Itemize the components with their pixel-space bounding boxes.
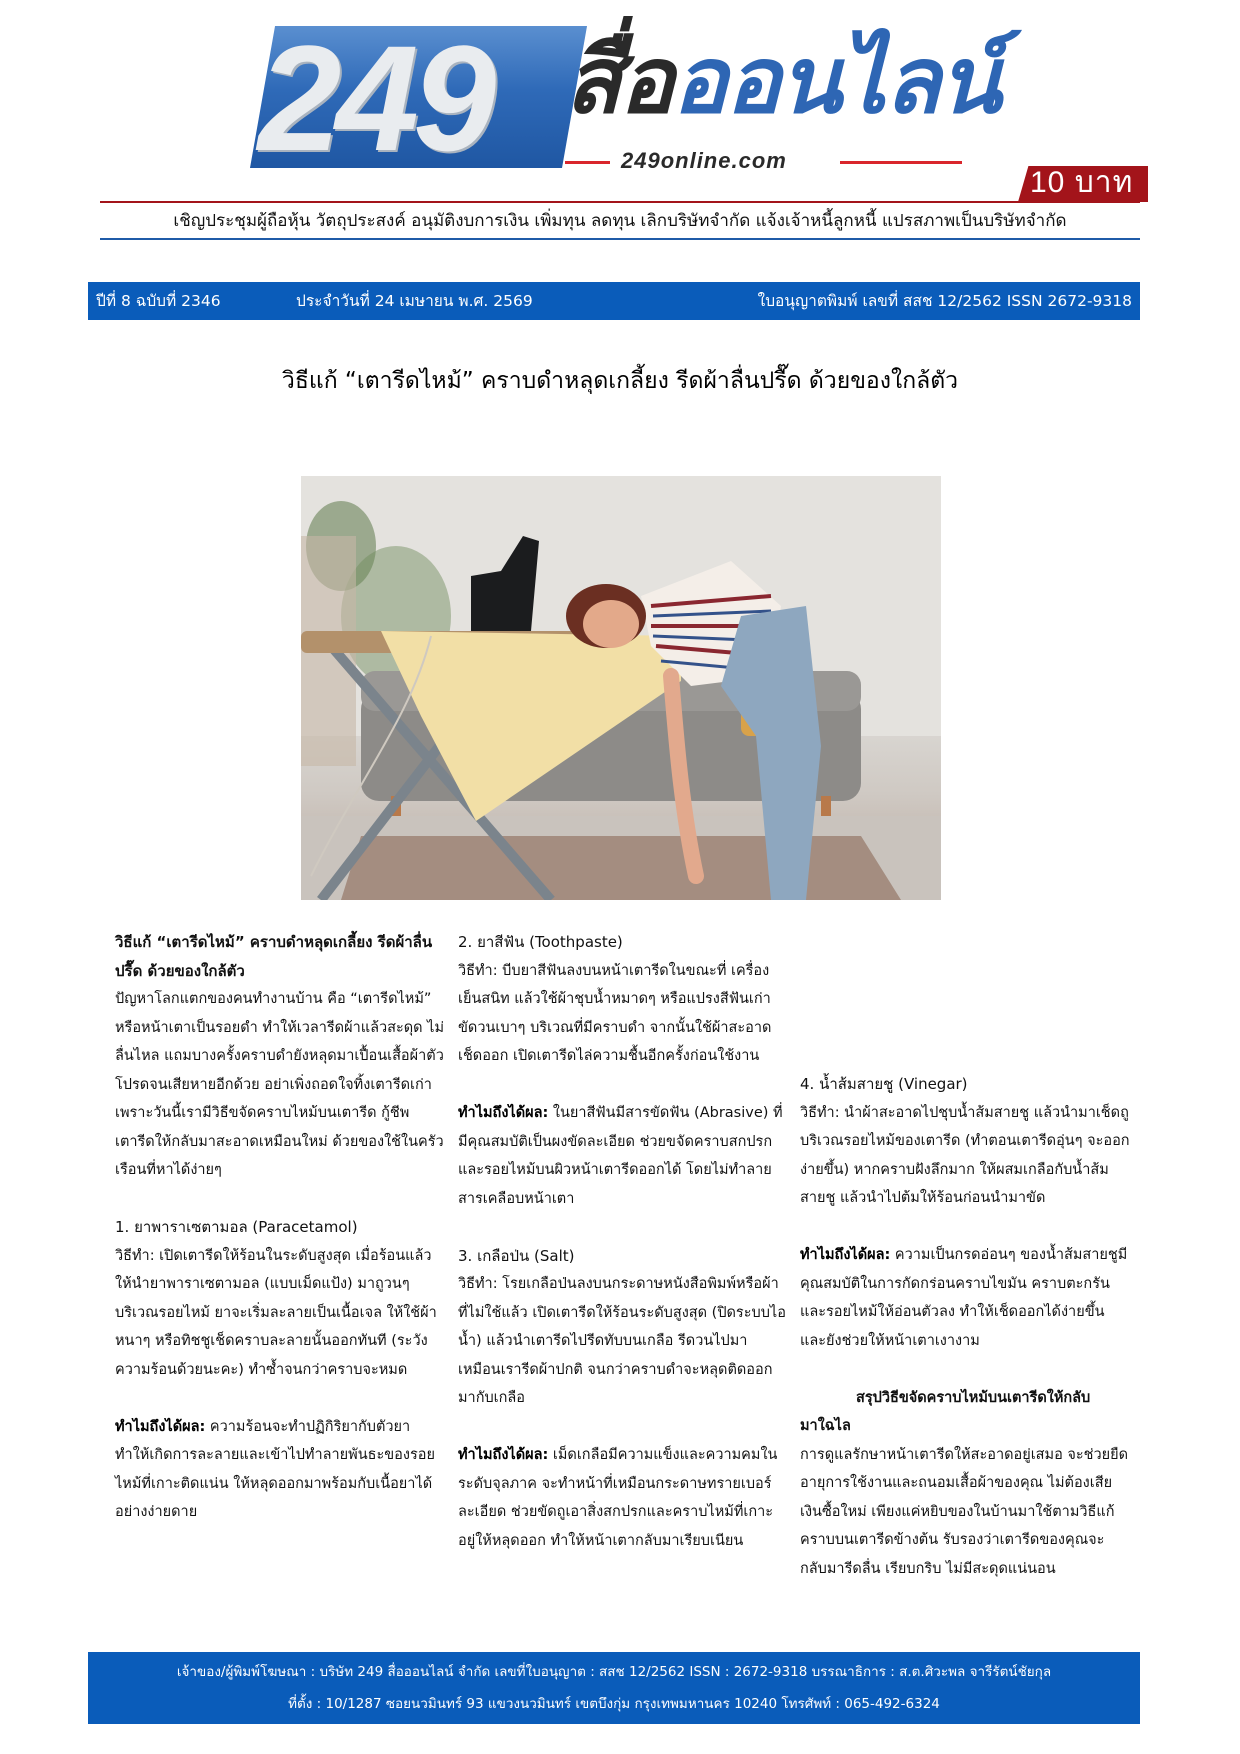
method-heading: 1. ยาพาราเซตามอล (Paracetamol)	[115, 1218, 358, 1236]
article-intro: ปัญหาโลกแตกของคนทำงานบ้าน คือ “เตารีดไหม้” หรือหน้าเตาเป็นรอยดำ ทำให้เวลารีดผ้าแล้วสะดุด ไม่ลื่นไหล แถมบางครั้งคราบดำยังหลุดมาเปื้อนเสื้อผ้าตัวโปรดจนเสียหายอีกด้วย อย่าเพิ่งถอดใจทิ้งเตารีดเก่า เพราะวันนี้เรามีวิธีขจัดคราบไหม้บนเตารีด กู้ชีพเตารีดให้กลับมาสะอาดเหมือนใหม่ ด้วยของใช้ในครัวเรือนที่หาได้ง่ายๆ	[115, 991, 445, 1178]
article-photo	[301, 476, 941, 900]
issue-license: ใบอนุญาตพิมพ์ เลขที่ สสช 12/2562 ISSN 2672-9318	[757, 292, 1132, 310]
method-why	[458, 1099, 788, 1213]
issue-date: ประจำวันที่ 24 เมษายน พ.ศ. 2569	[296, 292, 533, 310]
method-how: วิธีทำ: นำผ้าสะอาดไปชุบน้ำส้มสายชู แล้วนำมาเช็ดถูบริเวณรอยไหม้ของเตารีด (ทำตอนเตารีดอุ่นๆ จะออกง่ายขึ้น) หากคราบฝังลึกมาก ให้ผสมเกลือกับน้ำส้มสายชู แล้วนำไปต้มให้ร้อนก่อนนำมาขัด	[800, 1104, 1130, 1206]
issue-number: ปีที่ 8 ฉบับที่ 2346	[96, 292, 221, 310]
price-tag: 10 บาท	[1030, 166, 1134, 199]
photo-ironing-woman-icon	[301, 476, 941, 900]
logo-wordmark	[565, 26, 999, 136]
publisher-footer	[88, 1652, 1140, 1724]
logo-249	[250, 14, 570, 182]
footer-publisher: เจ้าของ/ผู้พิมพ์โฆษณา : บริษัท 249 สื่อออนไลน์ จำกัด เลขที่ใบอนุญาต : สสช 12/2562 ISSN : 2672-9318 บรรณาธิการ : ส.ต.ศิวะพล จารีรัตน์ชัยกุล	[176, 1664, 1052, 1680]
method-why-text: เม็ดเกลือมีความแข็งและความคมในระดับจุลภาค จะทำหน้าที่เหมือนกระดาษทรายเบอร์ละเอียด ช่วยขัดถูเอาสิ่งสกปรกและคราบไหม้ที่เกาะอยู่ให้หลุดออก ทำให้หน้าเตากลับมาเรียบเนียน	[458, 1447, 778, 1549]
method-why-label: ทำไมถึงได้ผล:	[800, 1247, 891, 1263]
article-title: วิธีแก้ “เตารีดไหม้” คราบดำหลุดเกลี้ยง รีดผ้าลื่นปรื๊ด ด้วยของใกล้ตัว	[115, 933, 433, 980]
issue-info-bar	[88, 282, 1140, 320]
method-how: วิธีทำ: โรยเกลือป่นลงบนกระดาษหนังสือพิมพ์หรือผ้าที่ไม่ใช้แล้ว เปิดเตารีดให้ร้อนระดับสูงสุด (ปิดระบบไอน้ำ) แล้วนำเตารีดไปรีดทับบนเกลือ รีดวนไปมาเหมือนเรารีดผ้าปกติ จนกว่าคราบดำจะหลุดติดออกมากับเกลือ	[458, 1276, 786, 1406]
article-column-2	[458, 928, 788, 1555]
masthead-red-divider	[100, 201, 1140, 203]
masthead-blue-divider	[100, 238, 1140, 240]
logo-url-rule-right	[840, 161, 962, 164]
footer-address: ที่ตั้ง : 10/1287 ซอยนวมินทร์ 93 แขวงนวมินทร์ เขตบึงกุ่ม กรุงเทพมหานคร 10240 โทรศัพท์ : 065-492-6324	[288, 1696, 940, 1712]
method-why-label: ทำไมถึงได้ผล:	[458, 1105, 549, 1121]
method-heading: 4. น้ำส้มสายชู (Vinegar)	[800, 1075, 968, 1093]
method-heading: 2. ยาสีฟัน (Toothpaste)	[458, 933, 623, 951]
logo-249-number: 249	[258, 14, 491, 182]
page-headline: วิธีแก้ “เตารีดไหม้” คราบดำหลุดเกลี้ยง รีดผ้าลื่นปรื๊ด ด้วยของใกล้ตัว	[281, 368, 959, 394]
logo-url: 249online.com	[621, 148, 787, 173]
method-why-label: ทำไมถึงได้ผล:	[458, 1447, 549, 1463]
method-why	[458, 1441, 788, 1555]
services-tagline: เชิญประชุมผู้ถือหุ้น วัตถุประสงค์ อนุมัติงบการเงิน เพิ่มทุน ลดทุน เลิกบริษัทจำกัด แจ้งเจ้าหนี้ลูกหนี้ แปรสภาพเป็นบริษัทจำกัด	[173, 211, 1067, 231]
method-why-label: ทำไมถึงได้ผล:	[115, 1418, 206, 1435]
logo-url-rule-left	[565, 161, 610, 164]
method-how: วิธีทำ: เปิดเตารีดให้ร้อนในระดับสูงสุด เมื่อร้อนแล้วให้นำยาพาราเซตามอล (แบบเม็ดแป้ง) มาถูวนๆ บริเวณรอยไหม้ ยาจะเริ่มละลายเป็นเนื้อเจล ให้ใช้ผ้าหนาๆ หรือทิชชูเช็ดคราบละลายนั้นออกทันที (ระวังความร้อนด้วยนะคะ) ทำซ้ำจนกว่าคราบจะหมด	[115, 1247, 437, 1378]
logo-wordmark-blue: ออนไลน์	[672, 30, 1000, 132]
summary-text: การดูแลรักษาหน้าเตารีดให้สะอาดอยู่เสมอ จะช่วยยืดอายุการใช้งานและถนอมเสื้อผ้าของคุณ ไม่ต้องเสียเงินซื้อใหม่ เพียงแค่หยิบของในบ้านมาใช้ตามวิธีแก้คราบบนเตารีดข้างต้น รับรองว่าเตารีดของคุณจะกลับมารีดลื่น เรียบกริบ ไม่มีสะดุดแน่นอน	[800, 1446, 1129, 1577]
logo-url-row	[565, 150, 965, 174]
method-why-text: ความเป็นกรดอ่อนๆ ของน้ำส้มสายชูมีคุณสมบัติในการกัดกร่อนคราบไขมัน คราบตะกรันและรอยไหม้ให้อ่อนตัวลง ทำให้เช็ดออกได้ง่ายขึ้น และยังช่วยให้หน้าเตาเงางาม	[800, 1247, 1128, 1349]
masthead	[0, 0, 1240, 231]
method-heading: 3. เกลือป่น (Salt)	[458, 1246, 575, 1265]
summary-heading: สรุปวิธีขจัดคราบไหม้บนเตารีดให้กลับมาใฉไล	[800, 1389, 1091, 1434]
logo-wordmark-dark: สื่อ	[565, 30, 673, 132]
method-why	[115, 1413, 445, 1527]
article-column-1	[115, 928, 445, 1527]
method-how: วิธีทำ: บีบยาสีฟันลงบนหน้าเตารีดในขณะที่ เครื่องเย็นสนิท แล้วใช้ผ้าชุบน้ำหมาดๆ หรือแปรงสีฟันเก่าขัดวนเบาๆ บริเวณที่มีคราบดำ จากนั้นใช้ผ้าสะอาดเช็ดออก เปิดเตารีดไล่ความชื้นอีกครั้งก่อนใช้งาน	[458, 962, 772, 1064]
method-why-text: ความร้อนจะทำปฏิกิริยากับตัวยา ทำให้เกิดการละลายและเข้าไปทำลายพันธะของรอยไหม้ที่เกาะติดแน่น ให้หลุดออกมาพร้อมกับเนื้อยาได้อย่างง่ายดาย	[115, 1418, 435, 1520]
method-why-text: ในยาสีฟันมีสารขัดฟัน (Abrasive) ที่มีคุณสมบัติเป็นผงขัดละเอียด ช่วยขจัดคราบสกปรกและรอยไหม้บนผิวหน้าเตารีดออกได้ โดยไม่ทำลายสารเคลือบหน้าเตา	[458, 1105, 783, 1207]
article-column-3	[800, 1070, 1130, 1583]
method-why	[800, 1241, 1130, 1355]
